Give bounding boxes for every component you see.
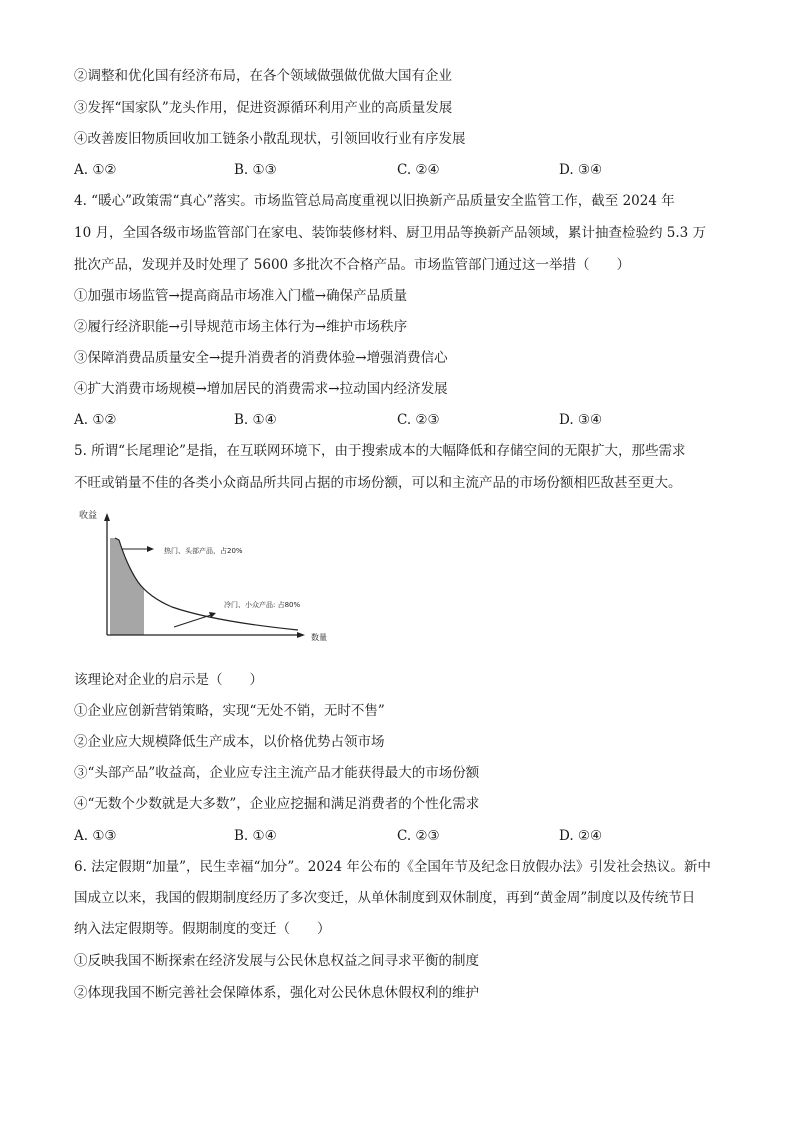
y-axis-arrow [104, 513, 110, 521]
q5-statement-3: ③“头部产品”收益高，企业应专注主流产品才能获得最大的市场份额 [74, 765, 480, 781]
tail-label: 冷门、小众产品: 占80% [224, 601, 301, 609]
q4-option-c: C. ②③ [397, 412, 440, 428]
q5-stem-line-2: 不旺或销量不佳的各类小众商品所共同占据的市场份额，可以和主流产品的市场份额相匹敌甚至更大。 [74, 475, 682, 491]
q3-option-d: D. ③④ [559, 162, 603, 178]
q4-stem-line-2: 10 月，全国各级市场监管部门在家电、装饰装修材料、厨卫用品等换新产品领域，累计抽查检验约 5.3 万 [74, 225, 707, 241]
q3-options [74, 161, 724, 179]
q6-statement-1: ①反映我国不断探索在经济发展与公民休息权益之间寻求平衡的制度 [74, 953, 479, 969]
head-label: 热门、头部产品，占20% [164, 547, 243, 555]
q5-option-d: D. ②④ [559, 828, 603, 844]
q3-option-c: C. ②④ [397, 162, 440, 178]
q6-statement-2: ②体现我国不断完善社会保障体系，强化对公民休息休假权利的维护 [74, 985, 479, 1001]
q5-option-c: C. ②③ [397, 828, 440, 844]
q3-statement-3: ③发挥“国家队”龙头作用，促进资源循环利用产业的高质量发展 [74, 100, 453, 116]
head-arrow-head [147, 546, 154, 552]
q4-stem-line-1: 4. “暖心”政策需“真心”落实。市场监管总局高度重视以旧换新产品质量安全监管工作，截至 2024 年 [74, 193, 675, 209]
q4-options [74, 411, 724, 429]
q4-stem-line-3: 批次产品，发现并及时处理了 5600 多批次不合格产品。市场监管部门通过这一举措（ ） [74, 257, 630, 273]
q4-statement-1: ①加强市场监管→提高商品市场准入门槛→确保产品质量 [74, 288, 408, 304]
q5-stem-line-1: 5. 所谓“长尾理论”是指，在互联网环境下，由于搜索成本的大幅降低和存储空间的无限扩大，那些需求 [74, 443, 686, 459]
q6-stem-line-2: 国成立以来，我国的假期制度经历了多次变迁，从单休制度到双休制度，再到“黄金周”制度以及传统节日 [74, 890, 696, 906]
x-axis-arrow [297, 632, 305, 638]
tail-arrow-line [174, 615, 211, 627]
x-axis-label: 数量 [311, 633, 327, 642]
q6-stem-line-3: 纳入法定假期等。假期制度的变迁（ ） [74, 921, 331, 937]
q3-statement-2: ②调整和优化国有经济布局，在各个领域做强做优做大国有企业 [74, 68, 452, 84]
q5-option-b: B. ①④ [234, 828, 277, 844]
q5-statement-1: ①企业应创新营销策略，实现“无处不销，无时不售” [74, 703, 385, 719]
q4-statement-3: ③保障消费品质量安全→提升消费者的消费体验→增强消费信心 [74, 350, 448, 366]
q3-option-a: A. ①② [74, 162, 117, 178]
q5-prompt: 该理论对企业的启示是（ ） [74, 672, 263, 688]
q3-option-b: B. ①③ [234, 162, 277, 178]
head-area [110, 538, 144, 635]
q5-option-a: A. ①③ [74, 828, 117, 844]
q5-statement-4: ④“无数个少数就是大多数”，企业应挖掘和满足消费者的个性化需求 [74, 796, 480, 812]
q4-option-d: D. ③④ [559, 412, 603, 428]
q4-statement-4: ④扩大消费市场规模→增加居民的消费需求→拉动国内经济发展 [74, 381, 448, 397]
y-axis-label: 收益 [79, 511, 98, 521]
q4-statement-2: ②履行经济职能→引导规范市场主体行为→维护市场秩序 [74, 319, 408, 335]
q5-statement-2: ②企业应大规模降低生产成本，以价格优势占领市场 [74, 734, 385, 750]
q3-statement-4: ④改善废旧物质回收加工链条小散乱现状，引领回收行业有序发展 [74, 131, 466, 147]
q4-option-a: A. ①② [74, 412, 117, 428]
q6-stem-line-1: 6. 法定假期“加量”，民生幸福“加分”。2024 年公布的《全国年节及纪念日放假办法》引发社会热议。新中 [74, 859, 711, 875]
long-tail-figure [74, 506, 344, 646]
q5-options [74, 827, 724, 845]
q4-option-b: B. ①④ [234, 412, 277, 428]
